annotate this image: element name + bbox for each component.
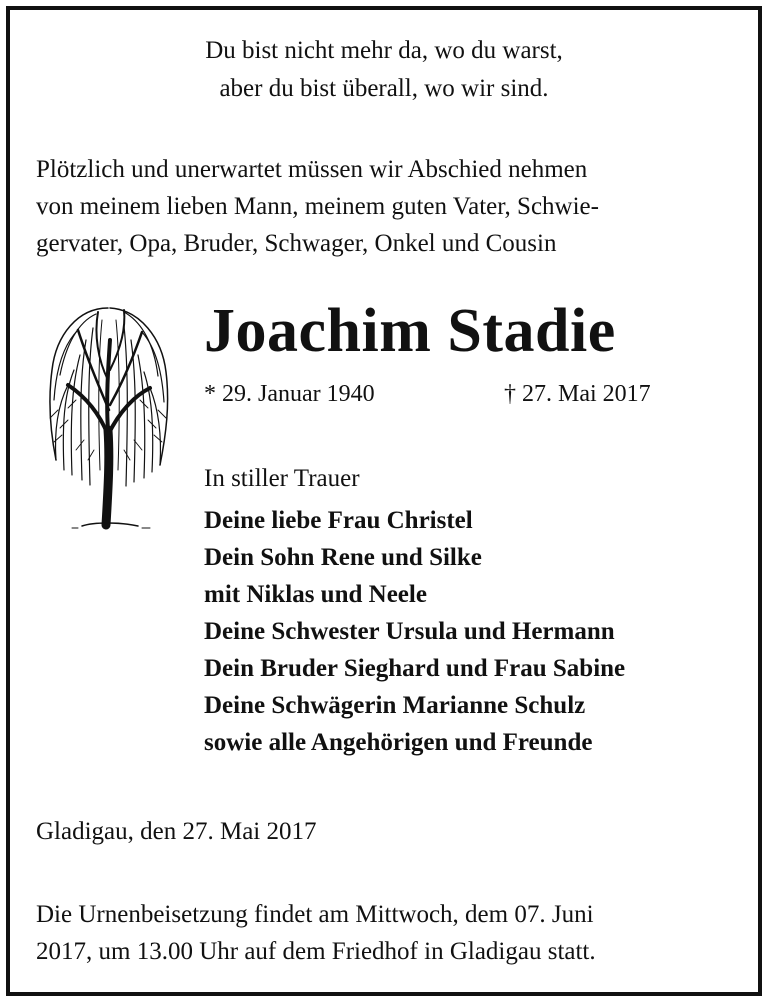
burial-info-line-1: Die Urnenbeisetzung findet am Mittwoch, dem 07. Juni [36,901,594,928]
mourner-line: Deine liebe Frau Christel [204,507,473,534]
mourner-line: sowie alle Angehörigen und Freunde [204,729,593,756]
intro-line-2: von meinem lieben Mann, meinem guten Vater, Schwie- [36,193,599,220]
intro-line-3: gervater, Opa, Bruder, Schwager, Onkel und Cousin [36,230,557,257]
burial-info-line-2: 2017, um 13.00 Uhr auf dem Friedhof in Gladigau statt. [36,938,596,965]
motto-line-2: aber du bist überall, wo wir sind. [219,75,549,102]
place-and-date: Gladigau, den 27. Mai 2017 [36,818,317,845]
death-date: † 27. Mai 2017 [504,381,651,407]
mourner-line: mit Niklas und Neele [204,581,427,608]
mourning-label: In stiller Trauer [204,465,360,492]
mourner-line: Deine Schwägerin Marianne Schulz [204,692,586,719]
mourner-line: Deine Schwester Ursula und Hermann [204,618,615,645]
motto-line-1: Du bist nicht mehr da, wo du warst, [205,37,563,64]
intro-line-1: Plötzlich und unerwartet müssen wir Abschied nehmen [36,156,588,183]
deceased-name: Joachim Stadie [204,297,616,365]
weeping-willow-tree-icon [38,300,178,530]
obituary-notice [6,6,762,996]
birth-date: * 29. Januar 1940 [204,381,375,407]
mourner-line: Dein Sohn Rene und Silke [204,544,482,571]
mourner-line: Dein Bruder Sieghard und Frau Sabine [204,655,626,682]
